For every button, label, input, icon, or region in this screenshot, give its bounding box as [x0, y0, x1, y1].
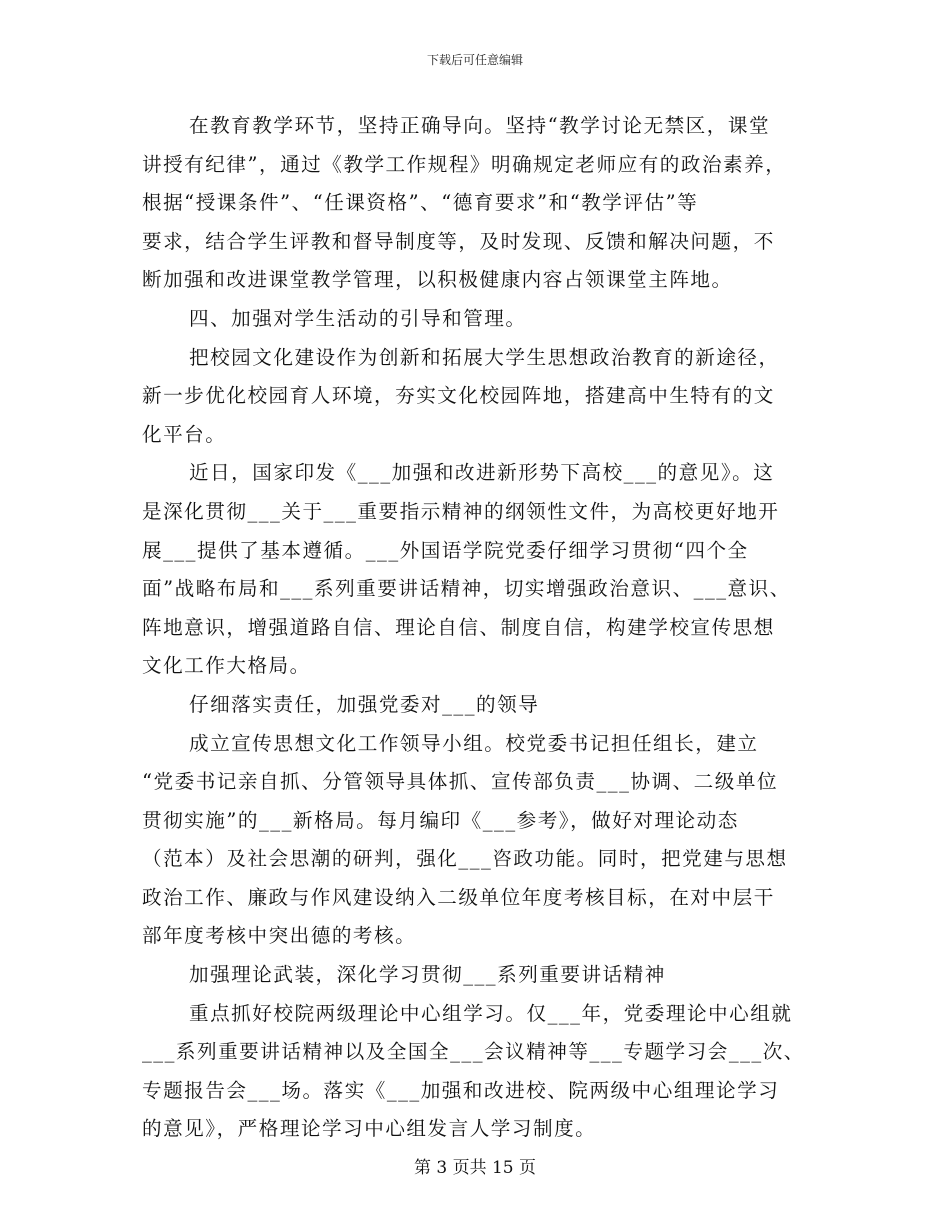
text-line: 近日，国家印发《___加强和改进新形势下高校___的意见》。这 [189, 461, 775, 485]
text-line: “党委书记亲自抓、分管领导具体抓、宣传部负责___协调、二级单位 [142, 770, 779, 794]
text-line: 阵地意识，增强道路自信、理论自信、制度自信，构建学校宣传思想 [142, 615, 775, 639]
page-footer: 第 3 页共 15 页 [413, 1158, 537, 1178]
text-line: 部年度考核中突出德的考核。 [142, 924, 417, 948]
text-line: 贯彻实施”的___新格局。每月编印《___参考》，做好对理论动态 [142, 808, 739, 832]
text-line: 断加强和改进课堂教学管理，以积极健康内容占领课堂主阵地。 [142, 268, 733, 292]
text-line: 专题报告会___场。落实《___加强和改进校、院两级中心组理论学习 [142, 1078, 780, 1102]
text-line: 展___提供了基本遵循。___外国语学院党委仔细学习贯彻“四个全 [142, 538, 749, 562]
text-line: 四、加强对学生活动的引导和管理。 [189, 306, 527, 330]
text-line: 新一步优化校园育人环境，夯实文化校园阵地，搭建高中生特有的文 [142, 384, 775, 408]
text-line: 根据“授课条件”、“任课资格”、“德育要求”和“教学评估”等 [142, 191, 699, 215]
text-line: （范本）及社会思潮的研判，强化___咨政功能。同时，把党建与思想 [142, 847, 788, 871]
page-header: 下载后可任意编辑 [426, 53, 523, 67]
text-line: 面”战略布局和___系列重要讲话精神，切实增强政治意识、___意识、 [142, 577, 791, 601]
text-line: 要求，结合学生评教和督导制度等，及时发现、反馈和解决问题，不 [142, 229, 775, 253]
text-line: 文化工作大格局。 [142, 654, 311, 678]
text-line: 的意见》，严格理论学习中心组发言人学习制度。 [142, 1117, 597, 1141]
text-line: 在教育教学环节，坚持正确导向。坚持“教学讨论无禁区，课堂 [189, 114, 771, 137]
text-line: 化平台。 [142, 422, 227, 446]
document-body [142, 107, 808, 1149]
text-line: 仔细落实责任，加强党委对___的领导 [189, 692, 540, 716]
text-line: 是深化贯彻___关于___重要指示精神的纲领性文件，为高校更好地开 [142, 499, 780, 523]
text-line: 讲授有纪律”，通过《教学工作规程》明确规定老师应有的政治素养， [142, 152, 787, 176]
text-line: 成立宣传思想文化工作领导小组。校党委书记担任组长，建立 [189, 731, 759, 755]
text-line: 加强理论武装，深化学习贯彻___系列重要讲话精神 [189, 963, 666, 987]
text-line: ___系列重要讲话精神以及全国全___会议精神等___专题学习会___次、 [142, 1040, 805, 1064]
text-line: 把校园文化建设作为创新和拓展大学生思想政治教育的新途径， [189, 345, 780, 369]
text-line: 政治工作、廉政与作风建设纳入二级单位年度考核目标，在对中层干 [142, 885, 775, 909]
text-line: 重点抓好校院两级理论中心组学习。仅___年，党委理论中心组就 [189, 1001, 793, 1025]
